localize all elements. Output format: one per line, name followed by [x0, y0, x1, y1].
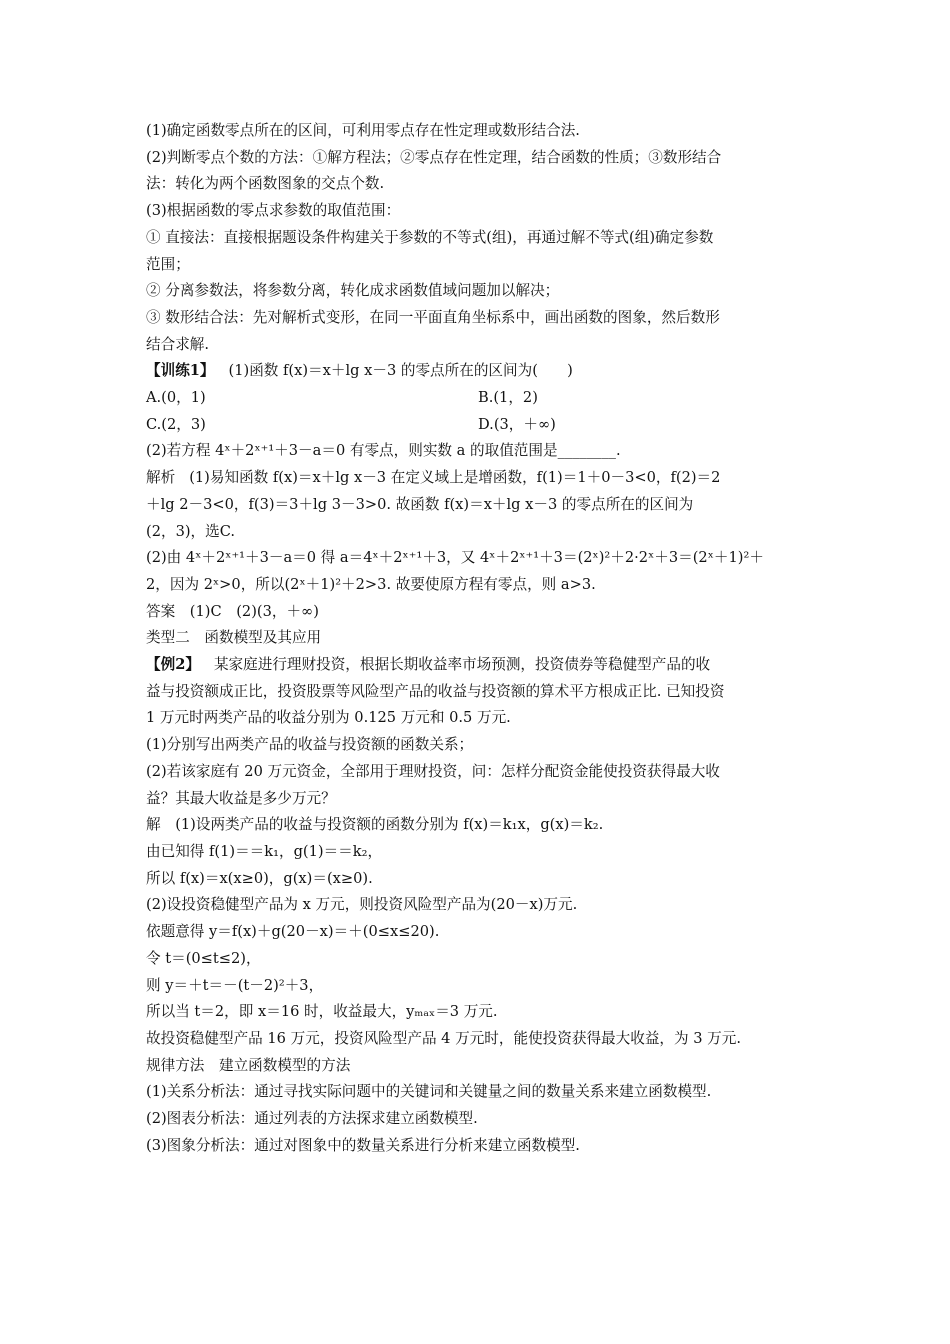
example-2-line-2: 益与投资额成正比，投资股票等风险型产品的收益与投资额的算术平方根成正比. 已知投资 [146, 682, 725, 700]
rule-2: (2)图表分析法：通过列表的方法探求建立函数模型. [146, 1110, 478, 1128]
rule-1: (1)关系分析法：通过寻找实际问题中的关键词和关键量之间的数量关系来建立函数模型. [146, 1083, 712, 1101]
example-2-solution-5: 依题意得 y＝f(x)＋g(20－x)＝＋(0≤x≤20). [146, 923, 440, 941]
example-2-solution-7: 则 y＝＋t＝－(t－2)²＋3， [146, 976, 324, 994]
example-2-line-3: 1 万元时两类产品的收益分别为 0.125 万元和 0.5 万元. [146, 709, 511, 727]
example-2-solution-8: 所以当 t＝2，即 x＝16 时，收益最大，yₘₐₓ＝3 万元. [146, 1003, 498, 1021]
example-tag: 【例2】 [146, 656, 200, 674]
example-2-text-1: 某家庭进行理财投资，根据长期收益率市场预测，投资债券等稳健型产品的收 [213, 656, 711, 674]
example-2-question-2a: (2)若该家庭有 20 万元资金，全部用于理财投资，问：怎样分配资金能使投资获得最大收 [146, 762, 720, 780]
example-2-question-1: (1)分别写出两类产品的收益与投资额的函数关系； [146, 736, 474, 754]
solution-line-1c: (2，3)，选C. [146, 522, 236, 540]
answer-line: 答案 (1)C (2)(3，＋∞) [146, 602, 319, 620]
example-2-line-1 [146, 652, 810, 679]
solution-line-1b: ＋lg 2－3<0，f(3)＝3＋lg 3－3>0. 故函数 f(x)＝x＋lg x－3 的零点所在的区间为 [146, 495, 694, 513]
options-row-1 [146, 385, 810, 412]
example-2-solution-3: 所以 f(x)＝x(x≥0)，g(x)＝(x≥0). [146, 869, 373, 887]
method-line-4b: 范围； [146, 255, 190, 273]
method-line-6a: ③ 数形结合法：先对解析式变形，在同一平面直角坐标系中，画出函数的图象，然后数形 [146, 308, 720, 326]
example-2-solution-2: 由已知得 f(1)＝＝k₁，g(1)＝＝k₂， [146, 842, 383, 860]
solution-label: 解析 [146, 469, 176, 487]
option-c: C.(2，3) [146, 415, 206, 433]
training-q1-text: (1)函数 f(x)＝x＋lg x－3 的零点所在的区间为( ) [228, 362, 573, 380]
option-b: B.(1，2) [478, 389, 538, 407]
example-2-solution-6: 令 t＝(0≤t≤2)， [146, 949, 261, 967]
method-line-2b: 法：转化为两个函数图象的交点个数. [146, 175, 385, 193]
example-2-solution-9: 故投资稳健型产品 16 万元，投资风险型产品 4 万元时，能使投资获得最大收益，为 3 万元. [146, 1029, 741, 1047]
training-question-2: (2)若方程 4ˣ＋2ˣ⁺¹＋3－a＝0 有零点，则实数 a 的取值范围是________. [146, 442, 621, 460]
option-a: A.(0，1) [146, 389, 206, 407]
option-d: D.(3，＋∞) [478, 415, 556, 433]
training-tag: 【训练1】 [146, 362, 215, 380]
method-line-4a: ① 直接法：直接根据题设条件构建关于参数的不等式(组)，再通过解不等式(组)确定参数 [146, 228, 714, 246]
solution-text-1a: (1)易知函数 f(x)＝x＋lg x－3 在定义域上是增函数，f(1)＝1＋0－3<0，f(2)＝2 [189, 469, 721, 487]
example-2-question-2b: 益？其最大收益是多少万元？ [146, 789, 336, 807]
example-2-solution-1: 解 (1)设两类产品的收益与投资额的函数分别为 f(x)＝k₁x，g(x)＝k₂. [146, 816, 604, 834]
method-line-3: (3)根据函数的零点求参数的取值范围： [146, 202, 401, 220]
rules-heading: 规律方法 建立函数模型的方法 [146, 1056, 351, 1074]
rule-3: (3)图象分析法：通过对图象中的数量关系进行分析来建立函数模型. [146, 1136, 580, 1154]
method-line-2a: (2)判断零点个数的方法：①解方程法；②零点存在性定理，结合函数的性质；③数形结合 [146, 148, 722, 166]
training-question-1 [146, 358, 810, 385]
section-heading-type2: 类型二 函数模型及其应用 [146, 629, 322, 647]
method-line-1: (1)确定函数零点所在的区间，可利用零点存在性定理或数形结合法. [146, 122, 580, 139]
solution-line-1a [146, 465, 810, 492]
document-page [146, 118, 810, 1159]
options-row-2 [146, 412, 810, 439]
method-line-6b: 结合求解. [146, 335, 210, 353]
solution-line-2a: (2)由 4ˣ＋2ˣ⁺¹＋3－a＝0 得 a＝4ˣ＋2ˣ⁺¹＋3，又 4ˣ＋2ˣ⁺¹＋3＝(2ˣ)²＋2·2ˣ＋3＝(2ˣ＋1)²＋ [146, 549, 764, 567]
example-2-solution-4: (2)设投资稳健型产品为 x 万元，则投资风险型产品为(20－x)万元. [146, 896, 578, 914]
method-line-5: ② 分离参数法，将参数分离，转化成求函数值域问题加以解决； [146, 282, 560, 300]
solution-line-2b: 2，因为 2ˣ>0，所以(2ˣ＋1)²＋2>3. 故要使原方程有零点，则 a>3. [146, 575, 596, 593]
